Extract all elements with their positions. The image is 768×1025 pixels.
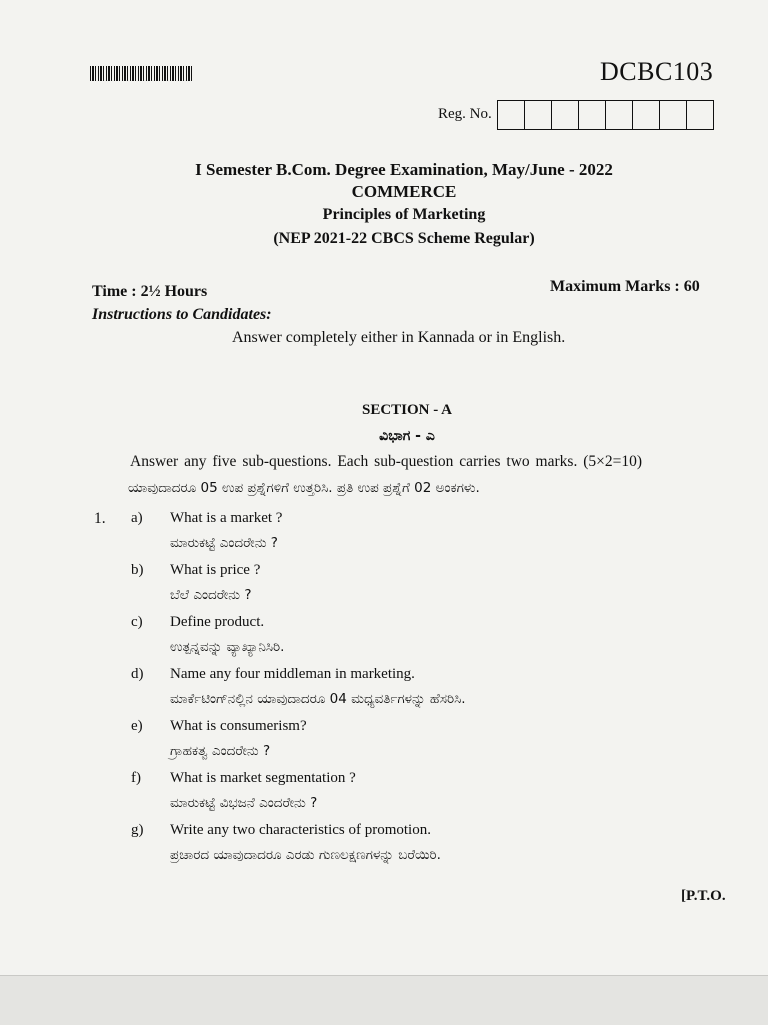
sub-question-kannada: ಮಾರ್ಕೆಟಿಂಗ್‌ನಲ್ಲಿನ ಯಾವುದಾದರೂ 04 ಮಧ್ಯವರ್ತಿಗಳನ್ನು ಹೆಸರಿಸಿ. — [170, 691, 466, 707]
sub-question-label: f) — [131, 770, 141, 786]
instructions-heading: Instructions to Candidates: — [92, 306, 272, 323]
sub-question-kannada: ಮಾರುಕಟ್ಟೆ ವಿಭಜನೆ ಎಂದರೇನು ? — [170, 795, 318, 811]
instructions-text: Answer completely either in Kannada or in English. — [232, 329, 566, 346]
scheme-title: (NEP 2021-22 CBCS Scheme Regular) — [273, 230, 535, 247]
sub-question-kannada: ಮಾರುಕಟ್ಟೆ ಎಂದರೇನು ? — [170, 535, 278, 551]
section-instruction-kannada: ಯಾವುದಾದರೂ 05 ಉಪ ಪ್ರಶ್ನೆಗಳಿಗೆ ಉತ್ತರಿಸಿ. ಪ್ರತಿ ಉಪ ಪ್ರಶ್ನೆಗೆ 02 ಅಂಕಗಳು. — [128, 480, 480, 496]
scan-background — [0, 975, 768, 1025]
sub-question-kannada: ಗ್ರಾಹಕತ್ವ ಎಂದರೇನು ? — [170, 743, 271, 759]
sub-question-english: What is market segmentation ? — [170, 770, 356, 786]
sub-question-label: b) — [131, 562, 144, 578]
sub-question-kannada: ಬೆಲೆ ಎಂದರೇನು ? — [170, 587, 252, 603]
section-instruction: Answer any five sub-questions. Each sub-question carries two marks. (5×2=10) — [130, 453, 642, 470]
sub-question-kannada: ಪ್ರಚಾರದ ಯಾವುದಾದರೂ ಎರಡು ಗುಣಲಕ್ಷಣಗಳನ್ನು ಬರೆಯಿರಿ. — [170, 847, 441, 863]
sub-question-label: g) — [131, 822, 144, 838]
sub-question-label: e) — [131, 718, 143, 734]
sub-question-english: What is price ? — [170, 562, 261, 578]
sub-question-english: What is a market ? — [170, 510, 283, 526]
sub-question-label: d) — [131, 666, 144, 682]
reg-no-box — [633, 101, 660, 129]
sub-question-english: Define product. — [170, 614, 265, 630]
sub-question-label: a) — [131, 510, 143, 526]
page-turn-over: [P.T.O. — [681, 888, 726, 904]
reg-no-box — [606, 101, 633, 129]
paper-code: DCBC103 — [600, 57, 714, 86]
sub-question-english: What is consumerism? — [170, 718, 307, 734]
section-title-kannada: ವಿಭಾಗ - ಎ — [379, 428, 435, 444]
reg-no-box — [687, 101, 713, 129]
sub-question-english: Write any two characteristics of promotion. — [170, 822, 431, 838]
reg-no-box — [552, 101, 579, 129]
barcode-image — [90, 66, 194, 81]
paper-name: Principles of Marketing — [322, 206, 486, 223]
time-allowed: Time : 2½ Hours — [92, 283, 208, 300]
sub-question-english: Name any four middleman in marketing. — [170, 666, 415, 682]
sub-question-kannada: ಉತ್ಪನ್ನವನ್ನು ವ್ಯಾಖ್ಯಾನಿಸಿರಿ. — [170, 639, 285, 655]
reg-no-box — [660, 101, 687, 129]
reg-no-box — [579, 101, 606, 129]
reg-no-label: Reg. No. — [438, 106, 492, 122]
reg-no-box — [525, 101, 552, 129]
sub-question-label: c) — [131, 614, 143, 630]
section-title: SECTION - A — [361, 402, 453, 418]
subject-title: COMMERCE — [351, 182, 457, 201]
maximum-marks: Maximum Marks : 60 — [550, 278, 700, 295]
question-number: 1. — [94, 510, 106, 527]
reg-no-boxes — [497, 100, 714, 130]
reg-no-box — [498, 101, 525, 129]
exam-title: I Semester B.Com. Degree Examination, May/June - 2022 — [195, 160, 613, 179]
